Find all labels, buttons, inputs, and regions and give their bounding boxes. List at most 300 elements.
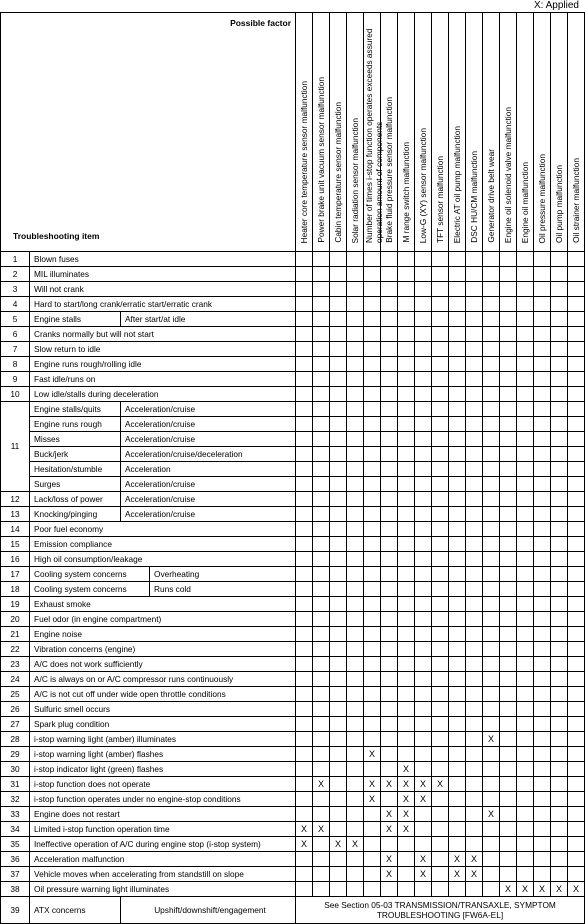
applied-mark: X [466, 867, 483, 882]
row-number: 28 [1, 732, 30, 747]
factor-cell [466, 792, 483, 807]
factor-cell [483, 597, 500, 612]
factor-cell [551, 282, 568, 297]
factor-cell [466, 702, 483, 717]
factor-cell [347, 687, 364, 702]
factor-cell [415, 462, 432, 477]
factor-cell [330, 297, 347, 312]
factor-cell [449, 372, 466, 387]
applied-mark: X [381, 852, 398, 867]
factor-cell [568, 657, 585, 672]
factor-cell [483, 822, 500, 837]
table-row [1, 477, 585, 492]
factor-cell [517, 732, 534, 747]
factor-cell [449, 717, 466, 732]
factor-cell [347, 627, 364, 642]
factor-cell [347, 417, 364, 432]
factor-cell [364, 462, 381, 477]
factor-cell [347, 432, 364, 447]
factor-cell [364, 732, 381, 747]
factor-cell [296, 447, 313, 462]
factor-label: Oil strainer malfunction [571, 158, 581, 243]
factor-cell [466, 597, 483, 612]
factor-cell [500, 342, 517, 357]
factor-cell [415, 507, 432, 522]
factor-cell [398, 567, 415, 582]
header-row [1, 13, 585, 252]
factor-cell [517, 612, 534, 627]
applied-mark: X [398, 792, 415, 807]
factor-cell [500, 612, 517, 627]
factor-cell [347, 252, 364, 267]
factor-cell [364, 717, 381, 732]
factor-cell [551, 822, 568, 837]
factor-cell [330, 717, 347, 732]
factor-cell [432, 312, 449, 327]
factor-cell [313, 537, 330, 552]
factor-header-cell [500, 13, 517, 252]
factor-cell [449, 357, 466, 372]
factor-cell [313, 717, 330, 732]
factor-cell [347, 477, 364, 492]
factor-cell [432, 687, 449, 702]
factor-cell [347, 717, 364, 732]
factor-cell [313, 342, 330, 357]
factor-cell [483, 432, 500, 447]
factor-cell [364, 642, 381, 657]
factor-cell [347, 807, 364, 822]
factor-cell [296, 357, 313, 372]
factor-cell [398, 522, 415, 537]
applied-mark: X [534, 882, 551, 897]
factor-cell [398, 657, 415, 672]
factor-cell [534, 582, 551, 597]
factor-cell [330, 777, 347, 792]
applied-mark: X [517, 882, 534, 897]
row-condition: Acceleration/cruise/deceleration [121, 447, 296, 462]
factor-cell [568, 417, 585, 432]
factor-cell [568, 342, 585, 357]
factor-cell [466, 747, 483, 762]
row-item: A/C is always on or A/C compressor runs continuously [30, 672, 296, 687]
factor-cell [517, 477, 534, 492]
table-row [1, 522, 585, 537]
factor-header-cell [313, 13, 330, 252]
factor-cell [313, 297, 330, 312]
legend-applied: X: Applied [533, 0, 579, 11]
factor-cell [517, 552, 534, 567]
factor-cell [364, 687, 381, 702]
factor-cell [449, 882, 466, 897]
row-item: Knocking/pinging [30, 507, 121, 522]
factor-cell [296, 657, 313, 672]
factor-cell [483, 867, 500, 882]
factor-cell [347, 597, 364, 612]
factor-cell [517, 867, 534, 882]
factor-cell [296, 492, 313, 507]
row-condition: Acceleration/cruise [121, 477, 296, 492]
factor-cell [313, 402, 330, 417]
applied-mark: X [381, 822, 398, 837]
factor-cell [568, 642, 585, 657]
factor-cell [364, 297, 381, 312]
factor-cell [415, 267, 432, 282]
factor-cell [568, 252, 585, 267]
factor-cell [483, 837, 500, 852]
row-number: 7 [1, 342, 30, 357]
factor-cell [432, 612, 449, 627]
row-number: 24 [1, 672, 30, 687]
factor-cell [568, 522, 585, 537]
factor-cell [534, 837, 551, 852]
factor-cell [568, 312, 585, 327]
table-row [1, 717, 585, 732]
factor-header-cell [415, 13, 432, 252]
factor-cell [534, 657, 551, 672]
factor-cell [313, 357, 330, 372]
factor-cell [364, 762, 381, 777]
row-item: MIL illuminates [30, 267, 296, 282]
factor-cell [466, 372, 483, 387]
factor-cell [313, 807, 330, 822]
factor-cell [466, 462, 483, 477]
row-number: 31 [1, 777, 30, 792]
factor-cell [347, 387, 364, 402]
factor-cell [517, 492, 534, 507]
factor-cell [313, 282, 330, 297]
factor-cell [398, 642, 415, 657]
factor-cell [432, 372, 449, 387]
factor-cell [500, 657, 517, 672]
table-row [1, 597, 585, 612]
factor-cell [483, 612, 500, 627]
factor-cell [449, 792, 466, 807]
row-number: 3 [1, 282, 30, 297]
factor-cell [568, 687, 585, 702]
factor-cell [313, 582, 330, 597]
factor-cell [330, 432, 347, 447]
factor-cell [381, 582, 398, 597]
factor-cell [517, 642, 534, 657]
factor-cell [398, 312, 415, 327]
factor-cell [551, 657, 568, 672]
applied-mark: X [551, 882, 568, 897]
factor-cell [568, 267, 585, 282]
factor-cell [398, 552, 415, 567]
factor-cell [534, 642, 551, 657]
factor-cell [296, 687, 313, 702]
factor-cell [534, 417, 551, 432]
factor-cell [347, 582, 364, 597]
factor-header-cell [296, 13, 313, 252]
factor-cell [483, 762, 500, 777]
row-condition: After start/at idle [121, 312, 296, 327]
factor-cell [381, 297, 398, 312]
row-item: i-stop function operates under no engine-stop conditions [30, 792, 296, 807]
row-item: A/C does not work sufficiently [30, 657, 296, 672]
factor-cell [483, 372, 500, 387]
factor-cell [381, 687, 398, 702]
factor-cell [517, 807, 534, 822]
factor-label: Number of times i-stop function operates exceeds assured operation amount of components [364, 28, 384, 243]
factor-cell [347, 507, 364, 522]
row-item: i-stop warning light (amber) flashes [30, 747, 296, 762]
factor-cell [551, 297, 568, 312]
factor-cell [534, 867, 551, 882]
factor-cell [364, 822, 381, 837]
factor-cell [551, 552, 568, 567]
factor-cell [330, 462, 347, 477]
factor-cell [500, 492, 517, 507]
factor-cell [500, 567, 517, 582]
factor-cell [313, 627, 330, 642]
factor-label: Solar radiation sensor malfunction [350, 117, 360, 243]
factor-cell [415, 477, 432, 492]
table-row [1, 312, 585, 327]
factor-cell [568, 582, 585, 597]
factor-header-cell [432, 13, 449, 252]
factor-cell [517, 687, 534, 702]
factor-cell [466, 357, 483, 372]
factor-cell [432, 387, 449, 402]
factor-cell [415, 627, 432, 642]
factor-cell [330, 807, 347, 822]
factor-cell [364, 867, 381, 882]
factor-cell [381, 642, 398, 657]
factor-cell [517, 522, 534, 537]
factor-cell [449, 477, 466, 492]
applied-mark: X [415, 777, 432, 792]
factor-cell [432, 507, 449, 522]
factor-cell [551, 267, 568, 282]
factor-cell [483, 492, 500, 507]
factor-cell [398, 882, 415, 897]
factor-cell [517, 537, 534, 552]
factor-cell [551, 687, 568, 702]
factor-cell [364, 657, 381, 672]
factor-cell [551, 702, 568, 717]
factor-cell [347, 402, 364, 417]
factor-cell [568, 282, 585, 297]
factor-cell [517, 567, 534, 582]
factor-cell [296, 882, 313, 897]
table-row [1, 282, 585, 297]
factor-cell [466, 492, 483, 507]
factor-cell [398, 357, 415, 372]
factor-cell [449, 507, 466, 522]
table-row [1, 852, 585, 867]
table-row [1, 792, 585, 807]
row-item: Engine stalls/quits [30, 402, 121, 417]
factor-cell [534, 522, 551, 537]
factor-cell [381, 627, 398, 642]
table-row [1, 762, 585, 777]
factor-cell [517, 297, 534, 312]
factor-cell [330, 507, 347, 522]
factor-cell [466, 312, 483, 327]
factor-cell [398, 507, 415, 522]
factor-cell [364, 672, 381, 687]
factor-cell [551, 507, 568, 522]
factor-cell [449, 747, 466, 762]
factor-cell [466, 507, 483, 522]
factor-cell [466, 687, 483, 702]
factor-cell [398, 252, 415, 267]
factor-cell [347, 642, 364, 657]
factor-cell [551, 492, 568, 507]
factor-cell [381, 312, 398, 327]
factor-cell [415, 762, 432, 777]
row-number: 13 [1, 507, 30, 522]
factor-header-cell [568, 13, 585, 252]
factor-cell [466, 657, 483, 672]
factor-cell [551, 612, 568, 627]
factor-cell [330, 552, 347, 567]
factor-cell [313, 552, 330, 567]
factor-cell [466, 552, 483, 567]
factor-label: Electric AT oil pump malfunction [452, 125, 462, 243]
factor-cell [313, 837, 330, 852]
row-condition: Acceleration/cruise [121, 507, 296, 522]
factor-cell [568, 732, 585, 747]
factor-cell [466, 342, 483, 357]
factor-cell [534, 507, 551, 522]
factor-cell [432, 417, 449, 432]
factor-cell [330, 282, 347, 297]
factor-cell [517, 432, 534, 447]
applied-mark: X [466, 852, 483, 867]
table-row [1, 732, 585, 747]
factor-cell [500, 372, 517, 387]
factor-cell [483, 672, 500, 687]
factor-cell [398, 327, 415, 342]
factor-cell [347, 312, 364, 327]
factor-cell [364, 807, 381, 822]
factor-cell [415, 837, 432, 852]
factor-cell [381, 432, 398, 447]
factor-cell [568, 432, 585, 447]
factor-cell [517, 342, 534, 357]
factor-cell [466, 777, 483, 792]
table-row [1, 672, 585, 687]
factor-cell [381, 342, 398, 357]
factor-cell [568, 852, 585, 867]
factor-cell [500, 447, 517, 462]
factor-cell [415, 432, 432, 447]
factor-cell [517, 702, 534, 717]
factor-cell [500, 252, 517, 267]
factor-cell [500, 762, 517, 777]
factor-cell [313, 417, 330, 432]
factor-cell [432, 882, 449, 897]
factor-label: TFT sensor malfunction [435, 156, 445, 243]
factor-cell [313, 387, 330, 402]
factor-cell [347, 762, 364, 777]
row-number: 26 [1, 702, 30, 717]
factor-cell [398, 432, 415, 447]
factor-cell [432, 822, 449, 837]
factor-cell [517, 327, 534, 342]
factor-cell [534, 357, 551, 372]
factor-cell [313, 507, 330, 522]
table-row [1, 747, 585, 762]
row-number: 14 [1, 522, 30, 537]
factor-cell [449, 342, 466, 357]
factor-cell [483, 717, 500, 732]
factor-cell [534, 537, 551, 552]
factor-cell [415, 357, 432, 372]
factor-cell [313, 612, 330, 627]
factor-cell [568, 777, 585, 792]
factor-cell [398, 672, 415, 687]
factor-cell [517, 417, 534, 432]
factor-cell [483, 462, 500, 477]
factor-cell [296, 327, 313, 342]
factor-cell [415, 312, 432, 327]
factor-cell [551, 867, 568, 882]
row-number: 4 [1, 297, 30, 312]
factor-cell [483, 312, 500, 327]
factor-cell [517, 597, 534, 612]
table-row [1, 537, 585, 552]
factor-cell [296, 732, 313, 747]
factor-cell [551, 402, 568, 417]
factor-cell [432, 642, 449, 657]
row-item: Lack/loss of power [30, 492, 121, 507]
factor-cell [500, 477, 517, 492]
factor-cell [551, 627, 568, 642]
factor-cell [415, 612, 432, 627]
factor-cell [517, 252, 534, 267]
factor-cell [534, 267, 551, 282]
row-number: 12 [1, 492, 30, 507]
factor-cell [347, 777, 364, 792]
factor-cell [568, 762, 585, 777]
row-condition: Acceleration/cruise [121, 402, 296, 417]
row-number: 10 [1, 387, 30, 402]
factor-cell [534, 447, 551, 462]
factor-cell [500, 522, 517, 537]
factor-cell [517, 507, 534, 522]
factor-cell [347, 567, 364, 582]
factor-cell [364, 702, 381, 717]
factor-cell [364, 402, 381, 417]
factor-cell [364, 342, 381, 357]
factor-cell [568, 672, 585, 687]
factor-cell [330, 327, 347, 342]
row-item: High oil consumption/leakage [30, 552, 296, 567]
row-condition: Acceleration [121, 462, 296, 477]
factor-cell [500, 642, 517, 657]
factor-cell [551, 777, 568, 792]
factor-cell [517, 462, 534, 477]
factor-cell [466, 522, 483, 537]
factor-cell [398, 852, 415, 867]
factor-cell [483, 282, 500, 297]
factor-cell [534, 462, 551, 477]
factor-cell [381, 357, 398, 372]
factor-cell [517, 402, 534, 417]
factor-cell [466, 417, 483, 432]
factor-cell [347, 282, 364, 297]
factor-label: Power brake unit vacuum sensor malfunction [316, 77, 326, 243]
factor-cell [432, 522, 449, 537]
factor-cell [483, 417, 500, 432]
row-number: 2 [1, 267, 30, 282]
factor-cell [466, 537, 483, 552]
factor-cell [483, 327, 500, 342]
factor-cell [364, 882, 381, 897]
